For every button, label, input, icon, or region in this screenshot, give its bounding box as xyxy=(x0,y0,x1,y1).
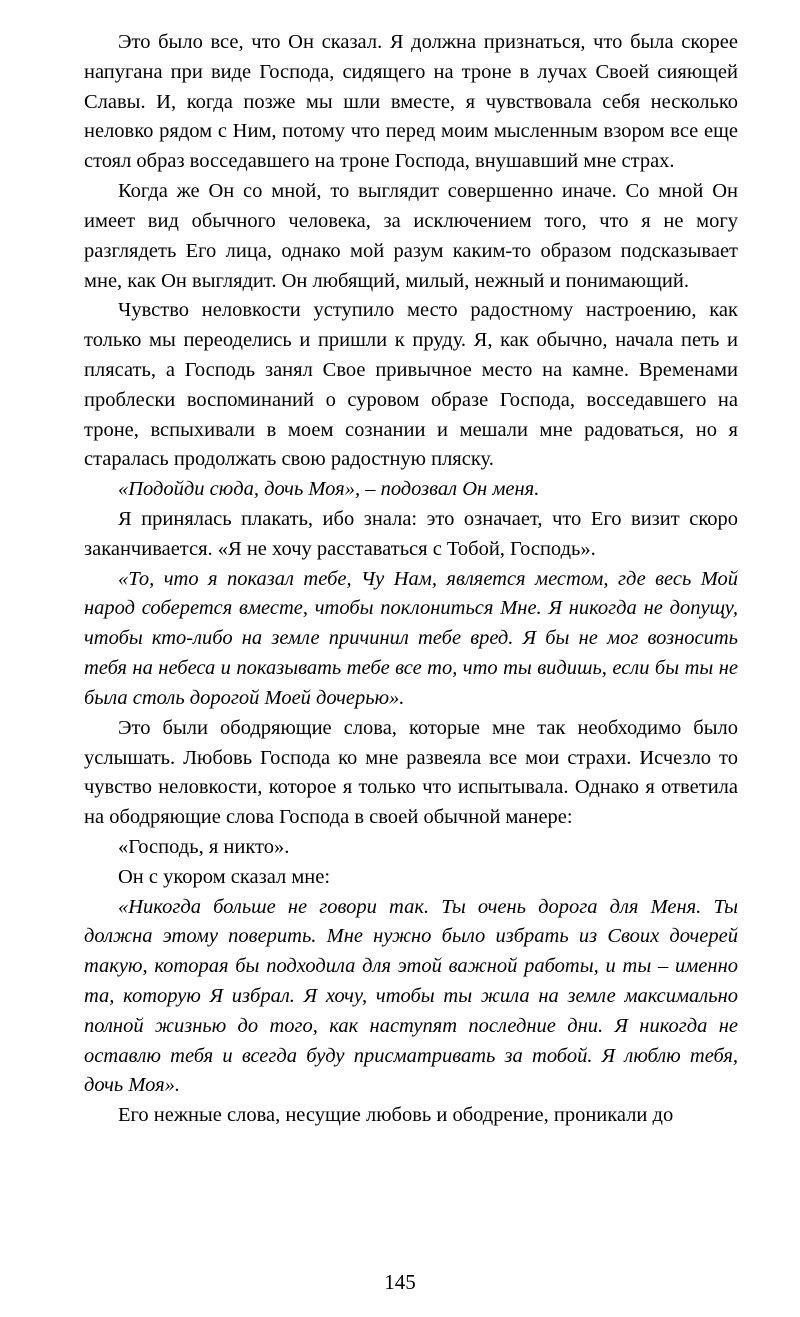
paragraph: Когда же Он со мной, то выглядит совершенно иначе. Со мной Он имеет вид обычного человека, за исключением того, что я не могу разглядеть Его лица, однако мой разум каким-то образом подсказывает мне, как Он выглядит. Он любящий, милый, нежный и понимающий. xyxy=(84,180,738,292)
paragraph: Это было все, что Он сказал. Я должна признаться, что была скорее напугана при виде Господа, сидящего на троне в лучах Своей сияющей Славы. И, когда позже мы шли вместе, я чувствовала себя несколько неловко рядом с Ним, потому что перед моим мысленным взором все еще стоял образ восседавшего на троне Господа, внушавший мне страх. xyxy=(84,31,738,173)
paragraph: Его нежные слова, несущие любовь и ободрение, проникали до xyxy=(118,1104,674,1127)
paragraph: Чувство неловкости уступило место радостному настроению, как только мы переоделись и пришли к пруду. Я, как обычно, начала петь и плясать, а Господь занял Свое привычное место на камне. Временами проблески воспоминаний о суровом образе Господа, восседавшего на троне, вспыхивали в моем сознании и мешали мне радоваться, но я старалась продолжать свою радостную пляску. xyxy=(84,299,738,471)
paragraph-quote: «Никогда больше не говори так. Ты очень дорога для Меня. Ты должна этому поверить. Мне нужно было избрать из Своих дочерей такую, которая бы подходила для этой важной работы, и ты – именно та, которую Я избрал. Я хочу, чтобы ты жила на земле максимально полной жизнью до того, как наступят последние дни. Я никогда не оставлю тебя и всегда буду присматривать за тобой. Я люблю тебя, дочь Моя». xyxy=(84,895,738,1097)
page-number: 145 xyxy=(384,1270,416,1294)
paragraph: «Господь, я никто». xyxy=(118,835,290,858)
paragraph: Я принялась плакать, ибо знала: это означает, что Его визит скоро заканчивается. «Я не хочу расставаться с Тобой, Господь». xyxy=(84,508,738,560)
paragraph-quote: «То, что я показал тебе, Чу Нам, является местом, где весь Мой народ соберется вместе, чтобы поклониться Мне. Я никогда не допущу, чтобы кто-либо на земле причинил тебе вред. Я бы не мог возносить тебя на небеса и показывать тебе все то, что ты видишь, если бы ты не была столь дорогой Моей дочерью». xyxy=(84,567,738,709)
paragraph: Он с укором сказал мне: xyxy=(118,865,331,888)
paragraph: Это были ободряющие слова, которые мне так необходимо было услышать. Любовь Господа ко мне развеяла все мои страхи. Исчезло то чувство неловкости, которое я только что испытывала. Однако я ответила на ободряющие слова Господа в своей обычной манере: xyxy=(84,716,738,829)
page-body xyxy=(84,28,738,1131)
paragraph-quote: «Подойди сюда, дочь Моя», – подозвал Он меня. xyxy=(118,478,540,501)
